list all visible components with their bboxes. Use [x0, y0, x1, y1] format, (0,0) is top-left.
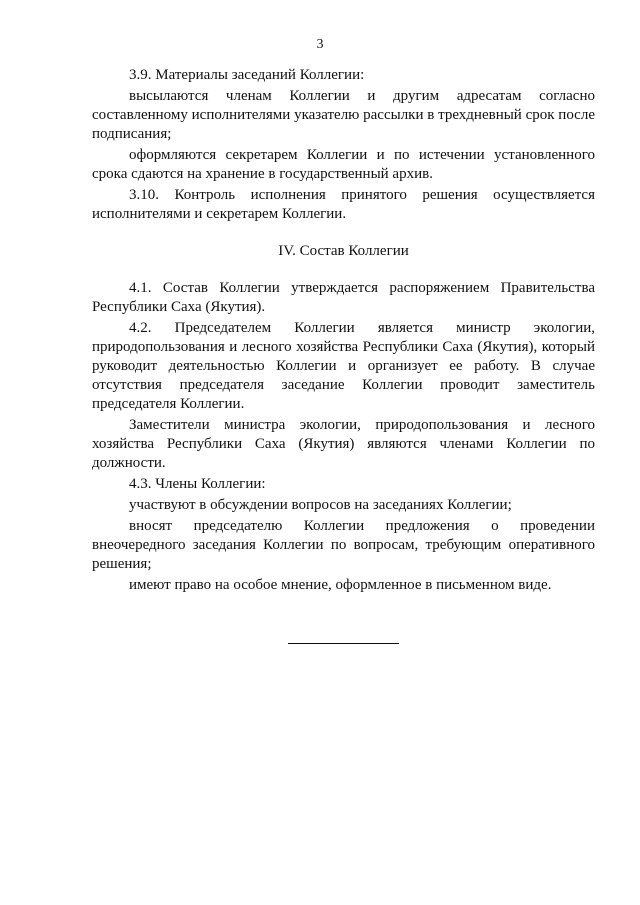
paragraph-materials-sent: высылаются членам Коллегии и другим адресатам согласно составленному исполнителями указателю рассылки в трехдневный срок после подписания; [92, 88, 595, 142]
document-body [92, 66, 595, 597]
page-number: 3 [316, 37, 324, 52]
paragraph-deputies: Заместители министра экологии, природопользования и лесного хозяйства Республики Саха (Якутия) являются членами Коллегии по должности. [92, 417, 595, 471]
paragraph-4-2: 4.2. Председателем Коллегии является министр экологии, природопользования и лесного хозяйства Республики Саха (Якутия), который руководит деятельностью Коллегии и организует ее работу. В случае отсутствия председателя заседание Коллегии проводит заместитель председателя Коллегии. [92, 320, 595, 412]
paragraph-members-opinion: имеют право на особое мнение, оформленное в письменном виде. [129, 577, 552, 593]
paragraph-4-1: 4.1. Состав Коллегии утверждается распоряжением Правительства Республики Саха (Якутия). [92, 280, 595, 315]
paragraph-3-9: 3.9. Материалы заседаний Коллегии: [129, 67, 365, 83]
paragraph-members-participate: участвуют в обсуждении вопросов на заседаниях Коллегии; [129, 497, 512, 513]
paragraph-materials-archived: оформляются секретарем Коллегии и по истечении установленного срока сдаются на хранение в государственный архив. [92, 147, 595, 182]
end-separator-line [288, 643, 399, 644]
paragraph-3-10: 3.10. Контроль исполнения принятого решения осуществляется исполнителями и секретарем Коллегии. [92, 187, 595, 222]
paragraph-4-3: 4.3. Члены Коллегии: [129, 476, 266, 492]
section-heading: IV. Состав Коллегии [278, 243, 409, 259]
paragraph-members-propose: вносят председателю Коллегии предложения о проведении внеочередного заседания Коллегии по вопросам, требующим оперативного решения; [92, 518, 595, 572]
